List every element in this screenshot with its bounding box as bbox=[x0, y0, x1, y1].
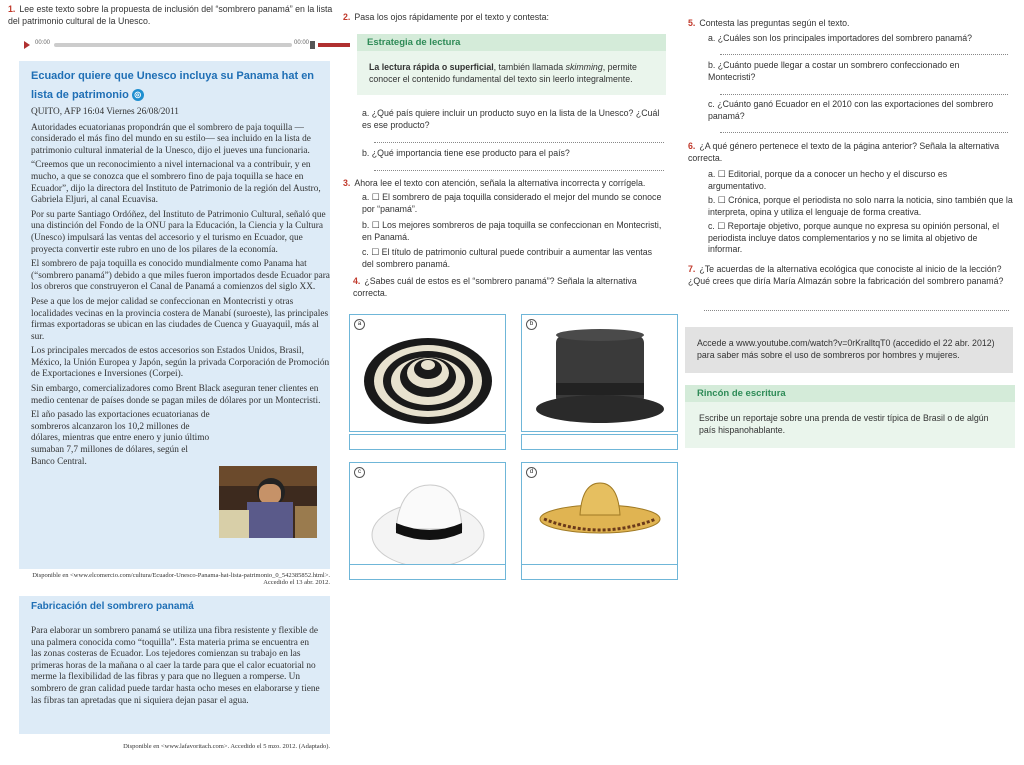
question-2b: b. ¿Qué importancia tiene ese producto para el país? bbox=[362, 148, 570, 158]
option-label: b bbox=[526, 319, 537, 330]
article-source-url: Disponible en <www.elcomercio.com/cultura/Ecuador-Unesco-Panama-hat-lista-patrimonio_0_542385852.html>. bbox=[32, 572, 330, 579]
question-5c: c. ¿Cuánto ganó Ecuador en el 2010 con las exportaciones del sombrero panamá? bbox=[708, 99, 994, 121]
volume-slider[interactable] bbox=[318, 43, 350, 47]
option-label: a bbox=[354, 319, 365, 330]
volume-icon[interactable] bbox=[310, 41, 315, 49]
vueltiao-hat-image bbox=[350, 315, 505, 431]
rincon-box: Escribe un reportaje sobre una prenda de vestir típica de Brasil o de algún país hispanohablante. bbox=[685, 402, 1015, 448]
option-label: c bbox=[354, 467, 365, 478]
strategy-mid: , también llamada bbox=[493, 62, 566, 72]
question-4 bbox=[353, 276, 663, 299]
answer-line[interactable] bbox=[720, 122, 1008, 133]
article-paragraph: El sombrero de paja toquilla es conocido mundialmente como Panama hat (“sombrero panamá”) debido a que miles fueron importados desde Ecuador para los obreros que construyeron el Canal de Panamá a comienzos del siglo XX. bbox=[31, 259, 330, 293]
fabrication-source: Disponible en <www.lafavoritach.com>. Accedido el 5 mzo. 2012. (Adaptado). bbox=[123, 743, 330, 750]
globe-icon[interactable]: ◎ bbox=[132, 89, 144, 101]
question-text: ¿Sabes cuál de estos es el “sombrero panamá”? Señala la alternativa correcta. bbox=[353, 276, 637, 298]
question-3c[interactable]: c. ☐ El título de patrimonio cultural puede contribuir a aumentar las ventas del sombrero panamá. bbox=[362, 247, 653, 269]
hat-option-d[interactable] bbox=[521, 462, 678, 580]
question-2a: a. ¿Qué país quiere incluir un producto suyo en la lista de la Unesco? ¿Cuál es ese producto? bbox=[362, 108, 660, 130]
hat-option-b[interactable] bbox=[521, 314, 678, 432]
sombrero-hat-image bbox=[522, 463, 677, 579]
article-title-text: Ecuador quiere que Unesco incluya su Panama hat en lista de patrimonio bbox=[31, 70, 315, 101]
question-text: Lee este texto sobre la propuesta de inclusión del “sombrero panamá” en la lista del patrimonio cultural de la Unesco. bbox=[8, 4, 333, 26]
question-text: ¿A qué género pertenece el texto de la página anterior? Señala la alternativa correcta. bbox=[688, 141, 1000, 163]
audio-progress-bar[interactable] bbox=[54, 43, 292, 47]
question-6 bbox=[688, 141, 1013, 164]
question-number: 4. bbox=[353, 276, 361, 286]
article-dateline: QUITO, AFP 16:04 Viernes 26/08/2011 bbox=[31, 107, 179, 117]
question-text: Contesta las preguntas según el texto. bbox=[699, 18, 850, 28]
answer-line[interactable] bbox=[704, 300, 1009, 311]
answer-box-c[interactable] bbox=[349, 564, 506, 580]
question-5a: a. ¿Cuáles son los principales importadores del sombrero panamá? bbox=[708, 33, 973, 43]
question-1 bbox=[8, 4, 333, 27]
article-paragraph: El año pasado las exportaciones ecuatorianas de sombreros alcanzaron los 10,2 millones de dólares, mientras que entre enero y junio último sumaban 7,7 millones de dólares, según el Banco Central. bbox=[31, 410, 210, 467]
audio-time-total: 00:00 bbox=[294, 40, 310, 46]
article-paragraph: Por su parte Santiago Ordóñez, del Instituto de Patrimonio Cultural, señaló que una distinción del Fondo de la ONU para la Educación, la Ciencia y la Cultura (Unesco) impulsará las ventas del accesorio y el turismo en Ecuador, que proyecta convertir este rubro en uno de los pilares de la economía. bbox=[31, 209, 326, 255]
article-source bbox=[20, 572, 330, 586]
question-6a[interactable]: a. ☐ Editorial, porque da a conocer un hecho y el discurso es argumentativo. bbox=[708, 169, 948, 191]
answer-box-a[interactable] bbox=[349, 434, 506, 450]
article-title bbox=[31, 67, 321, 105]
fabrication-title: Fabricación del sombrero panamá bbox=[31, 601, 194, 612]
question-number: 6. bbox=[688, 141, 696, 151]
fabrication-body: Para elaborar un sombrero panamá se utiliza una fibra resistente y flexible de una palmera conocida como “toquilla”. Esta materia prima se encuentra en las zonas costeras de Ecuador. Los tejedores comienzan su trabajo en las primeras horas de la mañana o al caer la tarde para que el calor ecuatorial no merme la flexibilidad de las fibras y para que no lleguen a romperse. Un sombrero de gran calidad puede tardar hasta ocho meses en elaborarse y tiene las fibras tan apretadas que ni siquiera dejan pasar el agua. bbox=[31, 626, 320, 706]
article-paragraph: Autoridades ecuatorianas propondrán que el sombrero de paja toquilla —considerado el más fino del mundo en su estilo— sea incluido en la lista de patrimonio cultural inmaterial de la Unesco, dijo el jueves una funcionaria. bbox=[31, 122, 311, 156]
question-text: ¿Te acuerdas de la alternativa ecológica que conociste al inicio de la lección? ¿Qué crees que diría María Almazán sobre la fabricación del sombrero panamá? bbox=[688, 264, 1004, 286]
question-5b: b. ¿Cuánto puede llegar a costar un sombrero confeccionado en Montecristi? bbox=[708, 60, 960, 82]
article-paragraph: “Creemos que un reconocimiento a nivel internacional va a contribuir, y en mucho, a que se conozca que el sombrero fino de paja toquilla se hace en Ecuador”, dijo la directora del Instituto de Patrimonio de la región del Austro, Gabriela Eljuri, al canal Ecuavisa. bbox=[31, 160, 321, 206]
article-body bbox=[31, 107, 331, 471]
answer-box-d[interactable] bbox=[521, 564, 678, 580]
article-paragraph: Pese a que los de mejor calidad se confeccionan en Montecristi y otras localidades vecinas en la provincia costera de Manabí (suroeste), las principales firmas exportadoras se ubican en las ciudades de Cuenca y Guayaquil, más al sur. bbox=[31, 296, 329, 342]
strategy-italic: skimming bbox=[565, 62, 603, 72]
question-6b[interactable]: b. ☐ Crónica, porque el periodista no solo narra la noticia, sino también que la interpreta, opina y utiliza el lenguaje de forma creativa. bbox=[708, 195, 1013, 217]
fabrication-panel bbox=[19, 596, 330, 734]
strategy-box bbox=[357, 51, 666, 95]
rincon-title: Rincón de escritura bbox=[685, 385, 1015, 402]
access-box: Accede a www.youtube.com/watch?v=0rKralltqT0 (accedido el 22 abr. 2012) para saber más sobre el uso de sombreros por hombres y mujeres. bbox=[685, 327, 1013, 373]
question-text: Ahora lee el texto con atención, señala la alternativa incorrecta y corrígela. bbox=[354, 178, 646, 188]
answer-line[interactable] bbox=[720, 44, 1008, 55]
hat-option-c[interactable] bbox=[349, 462, 506, 580]
play-icon[interactable] bbox=[24, 41, 30, 49]
question-2 bbox=[343, 12, 663, 24]
top-hat-image bbox=[522, 315, 677, 431]
answer-line[interactable] bbox=[374, 132, 664, 143]
answer-line[interactable] bbox=[374, 160, 664, 171]
question-3a[interactable]: a. ☐ El sombrero de paja toquilla considerado el mejor del mundo se conoce por “panamá”. bbox=[362, 192, 662, 214]
panama-hat-image bbox=[350, 463, 505, 579]
question-number: 5. bbox=[688, 18, 696, 28]
weaver-photo bbox=[219, 466, 317, 538]
strategy-rest: , permite conocer el contenido fundamental del texto sin leerlo integralmente. bbox=[369, 62, 637, 84]
question-3 bbox=[343, 178, 668, 190]
question-3b[interactable]: b. ☐ Los mejores sombreros de paja toquilla se confeccionan en Montecristi, en Panamá. bbox=[362, 220, 662, 242]
question-6c[interactable]: c. ☐ Reportaje objetivo, porque aunque no expresa su opinión personal, el periodista incluye datos complementarios y no se limita al objetivo de informar. bbox=[708, 221, 1000, 254]
article-source-date: Accedido el 13 abr. 2012. bbox=[263, 579, 330, 586]
option-label: d bbox=[526, 467, 537, 478]
question-number: 1. bbox=[8, 4, 16, 14]
strategy-bold: La lectura rápida o superficial bbox=[369, 62, 494, 72]
answer-box-b[interactable] bbox=[521, 434, 678, 450]
strategy-title: Estrategia de lectura bbox=[357, 34, 666, 51]
question-5 bbox=[688, 18, 1008, 30]
article-paragraph: Los principales mercados de estos accesorios son Estados Unidos, Brasil, México, la Unión Europea y Japón, según la privada Corporación de Promoción de Exportaciones e Inversiones (Corpei). bbox=[31, 346, 330, 380]
hat-option-a[interactable] bbox=[349, 314, 506, 432]
audio-player bbox=[22, 38, 332, 52]
question-number: 3. bbox=[343, 178, 351, 188]
article-panel bbox=[19, 61, 330, 569]
question-number: 7. bbox=[688, 264, 696, 274]
answer-line[interactable] bbox=[720, 84, 1008, 95]
article-paragraph: Sin embargo, comercializadores como Brent Black aseguran tener clientes en medio centenar de países donde se pagan miles de dólares por un Montecristi. bbox=[31, 384, 321, 406]
question-number: 2. bbox=[343, 12, 351, 22]
audio-time-current: 00:00 bbox=[35, 40, 51, 46]
question-text: Pasa los ojos rápidamente por el texto y contesta: bbox=[354, 12, 549, 22]
question-7 bbox=[688, 264, 1013, 287]
